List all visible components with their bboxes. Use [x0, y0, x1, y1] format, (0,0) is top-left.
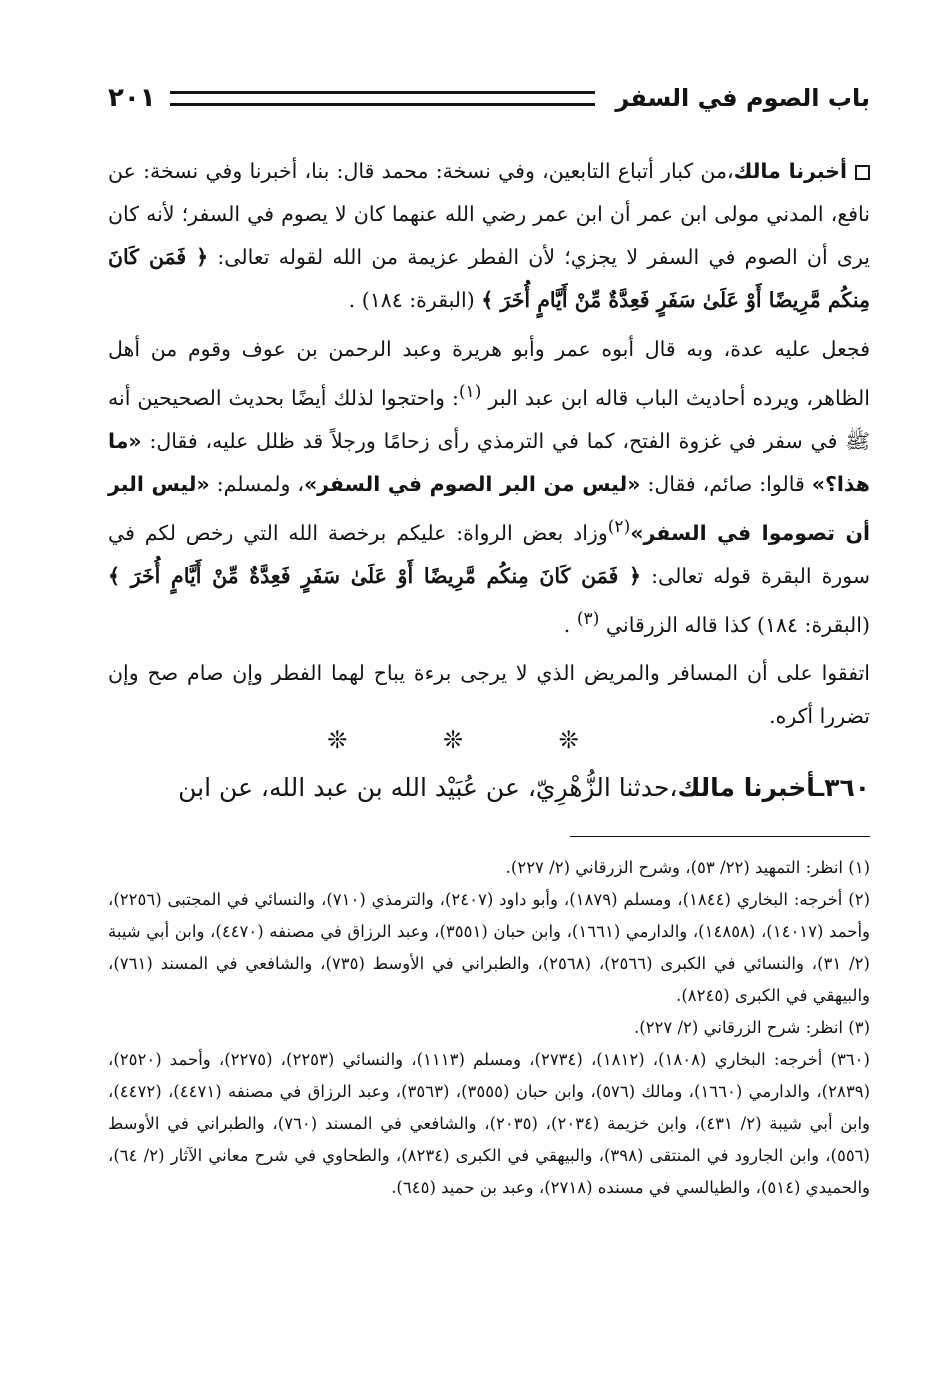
paragraph-2-text-4: ، ولمسلم: [216, 471, 304, 496]
paragraph-2-text-2: : واحتجوا لذلك أيضًا بحديث الصحيحين أنه ﷺ في سفر في غزوة الفتح، كما في الترمذي رأى زحامًا ورجلاً قد ظلل عليه، فقال: [108, 385, 870, 453]
chapter-title: باب الصوم في السفر [615, 84, 870, 112]
narrator-lead: أخبرنا مالك [733, 159, 847, 183]
paragraph-1-text: ،من كبار أتباع التابعين، وفي نسخة: محمد قال: بنا، أخبرنا وفي نسخة: عن نافع، المدني مولى ابن عمر أن ابن عمر رضي الله عنهما كان لا يصوم في السفر؛ لأنه كان يرى أن الصوم في السفر لا يجزي؛ لأن الفطر عزيمة من الله لقوله تعالى: [108, 159, 870, 269]
section-separator: ❊ ❊ ❊ [327, 726, 623, 754]
footnotes [108, 852, 870, 1204]
main-text [108, 150, 870, 744]
quran-verse: ﴿ فَمَن كَانَ مِنكُم مَّرِيضًا أَوْ عَلَىٰ سَفَرٍ فَعِدَّةٌ مِّنْ أَيَّامٍ أُخَرَ ﴾ [108, 245, 870, 312]
paragraph-2-end: . [563, 612, 571, 637]
footnote-rule [570, 836, 870, 837]
verse-reference-2: (البقرة: ١٨٤) كذا قاله الزرقاني [605, 612, 870, 637]
footnote-2: (٢) أخرجه: البخاري (١٨٤٤)، ومسلم (١٨٧٩)، وأبو داود (٢٤٠٧)، والترمذي (٧١٠)، والنسائي في المجتبى (٢٢٥٦)، وأحمد (١٤٠١٧)، (١٤٨٥٨)، والدارمي (١٦٦١)، وابن حبان (٣٥٥١)، وعبد الرزاق في مصنفه (٤٤٧٠)، وابن أبي شيبة (٢/ ٣١)، والنسائي في الكبرى (٢٥٦٦)، (٢٥٦٨)، والطبراني في الأوسط (٧٣٥)، والشافعي في المسند (٧٦١)، والبيهقي في الكبرى (٨٢٤٥). [108, 890, 871, 1005]
hadith-lead: أخبرنا مالك [677, 773, 816, 802]
quran-verse-2: ﴿ فَمَن كَانَ مِنكُم مَّرِيضًا أَوْ عَلَىٰ سَفَرٍ فَعِدَّةٌ مِّنْ أَيَّامٍ أُخَرَ ﴾ [108, 563, 642, 588]
paragraph-1 [108, 150, 870, 322]
footnote-3: (٣) انظر: شرح الزرقاني (٢/ ٢٢٧). [633, 1018, 870, 1037]
paragraph-2-text-5: وزاد بعض الرواة: عليكم برخصة الله التي رخص لكم في سورة البقرة قوله تعالى: [108, 520, 870, 588]
paragraph-3: اتفقوا على أن المسافر والمريض الذي لا يرجى برءة يباح لهما الفطر وإن صام صح وإن تضررا أكره. [108, 661, 870, 729]
verse-reference: (البقرة: ١٨٤) . [348, 288, 475, 312]
square-bullet-icon [855, 165, 870, 180]
page-number: ٢٠١ [108, 83, 156, 113]
footnote-marker-3: (٣) [576, 608, 600, 629]
hadith-number: ٣٦٠ـ [815, 773, 870, 802]
header-rule [170, 91, 596, 106]
quote-2: «ليس من البر الصوم في السفر» [303, 471, 641, 496]
quote-3: «ليس البر أن تصوموا في السفر» [108, 471, 870, 545]
footnote-marker-1: (١) [458, 382, 482, 402]
hadith-360 [108, 766, 870, 810]
quote-1: «ما هذا؟» [108, 428, 870, 496]
paragraph-2 [108, 328, 870, 646]
page-header [108, 78, 870, 118]
paragraph-2-text-3: قالوا: صائم، فقال: [647, 471, 805, 496]
footnote-1: (١) انظر: التمهيد (٢٢/ ٥٣)، وشرح الزرقاني (٢/ ٢٢٧). [505, 858, 870, 877]
footnote-marker-2: (٢) [607, 516, 631, 537]
paragraph-2-text-1: فجعل عليه عدة، وبه قال أبوه عمر وأبو هريرة وعبد الرحمن بن عوف وقوم من أهل الظاهر، ويرده أحاديث الباب قاله ابن عبد البر [108, 337, 870, 410]
hadith-text: ،حدثنا الزُّهْرِيّ، عن عُبَيْد الله بن عبد الله، عن ابن [178, 773, 678, 802]
footnote-360: (٣٦٠) أخرجه: البخاري (١٨٠٨)، (١٨١٢)، (٢٧٣٤)، ومسلم (١١١٣)، والنسائي (٢٢٥٣)، (٢٢٧٥)، وأحمد (٢٥٢٠)، (٢٨٣٩)، والدارمي (١٦٦٠)، ومالك (٥٧٦)، وابن حبان (٣٥٥٥)، (٣٥٦٣)، وعبد الرزاق في مصنفه (٤٤٧١)، (٤٤٧٢)، وابن أبي شيبة (٢/ ٤٣١)، وابن خزيمة (٢٠٣٤)، (٢٠٣٥)، والشافعي في المسند (٧٦٠)، والطبراني في الأوسط (٥٥٦)، وابن الجارود في المنتقى (٣٩٨)، والبيهقي في الكبرى (٨٢٣٤)، والطحاوي في شرح معاني الآثار (٢/ ٦٤)، والحميدي (٥١٤)، والطيالسي في مسنده (٢٧١٨)، وعبد بن حميد (٦٤٥). [108, 1050, 871, 1197]
